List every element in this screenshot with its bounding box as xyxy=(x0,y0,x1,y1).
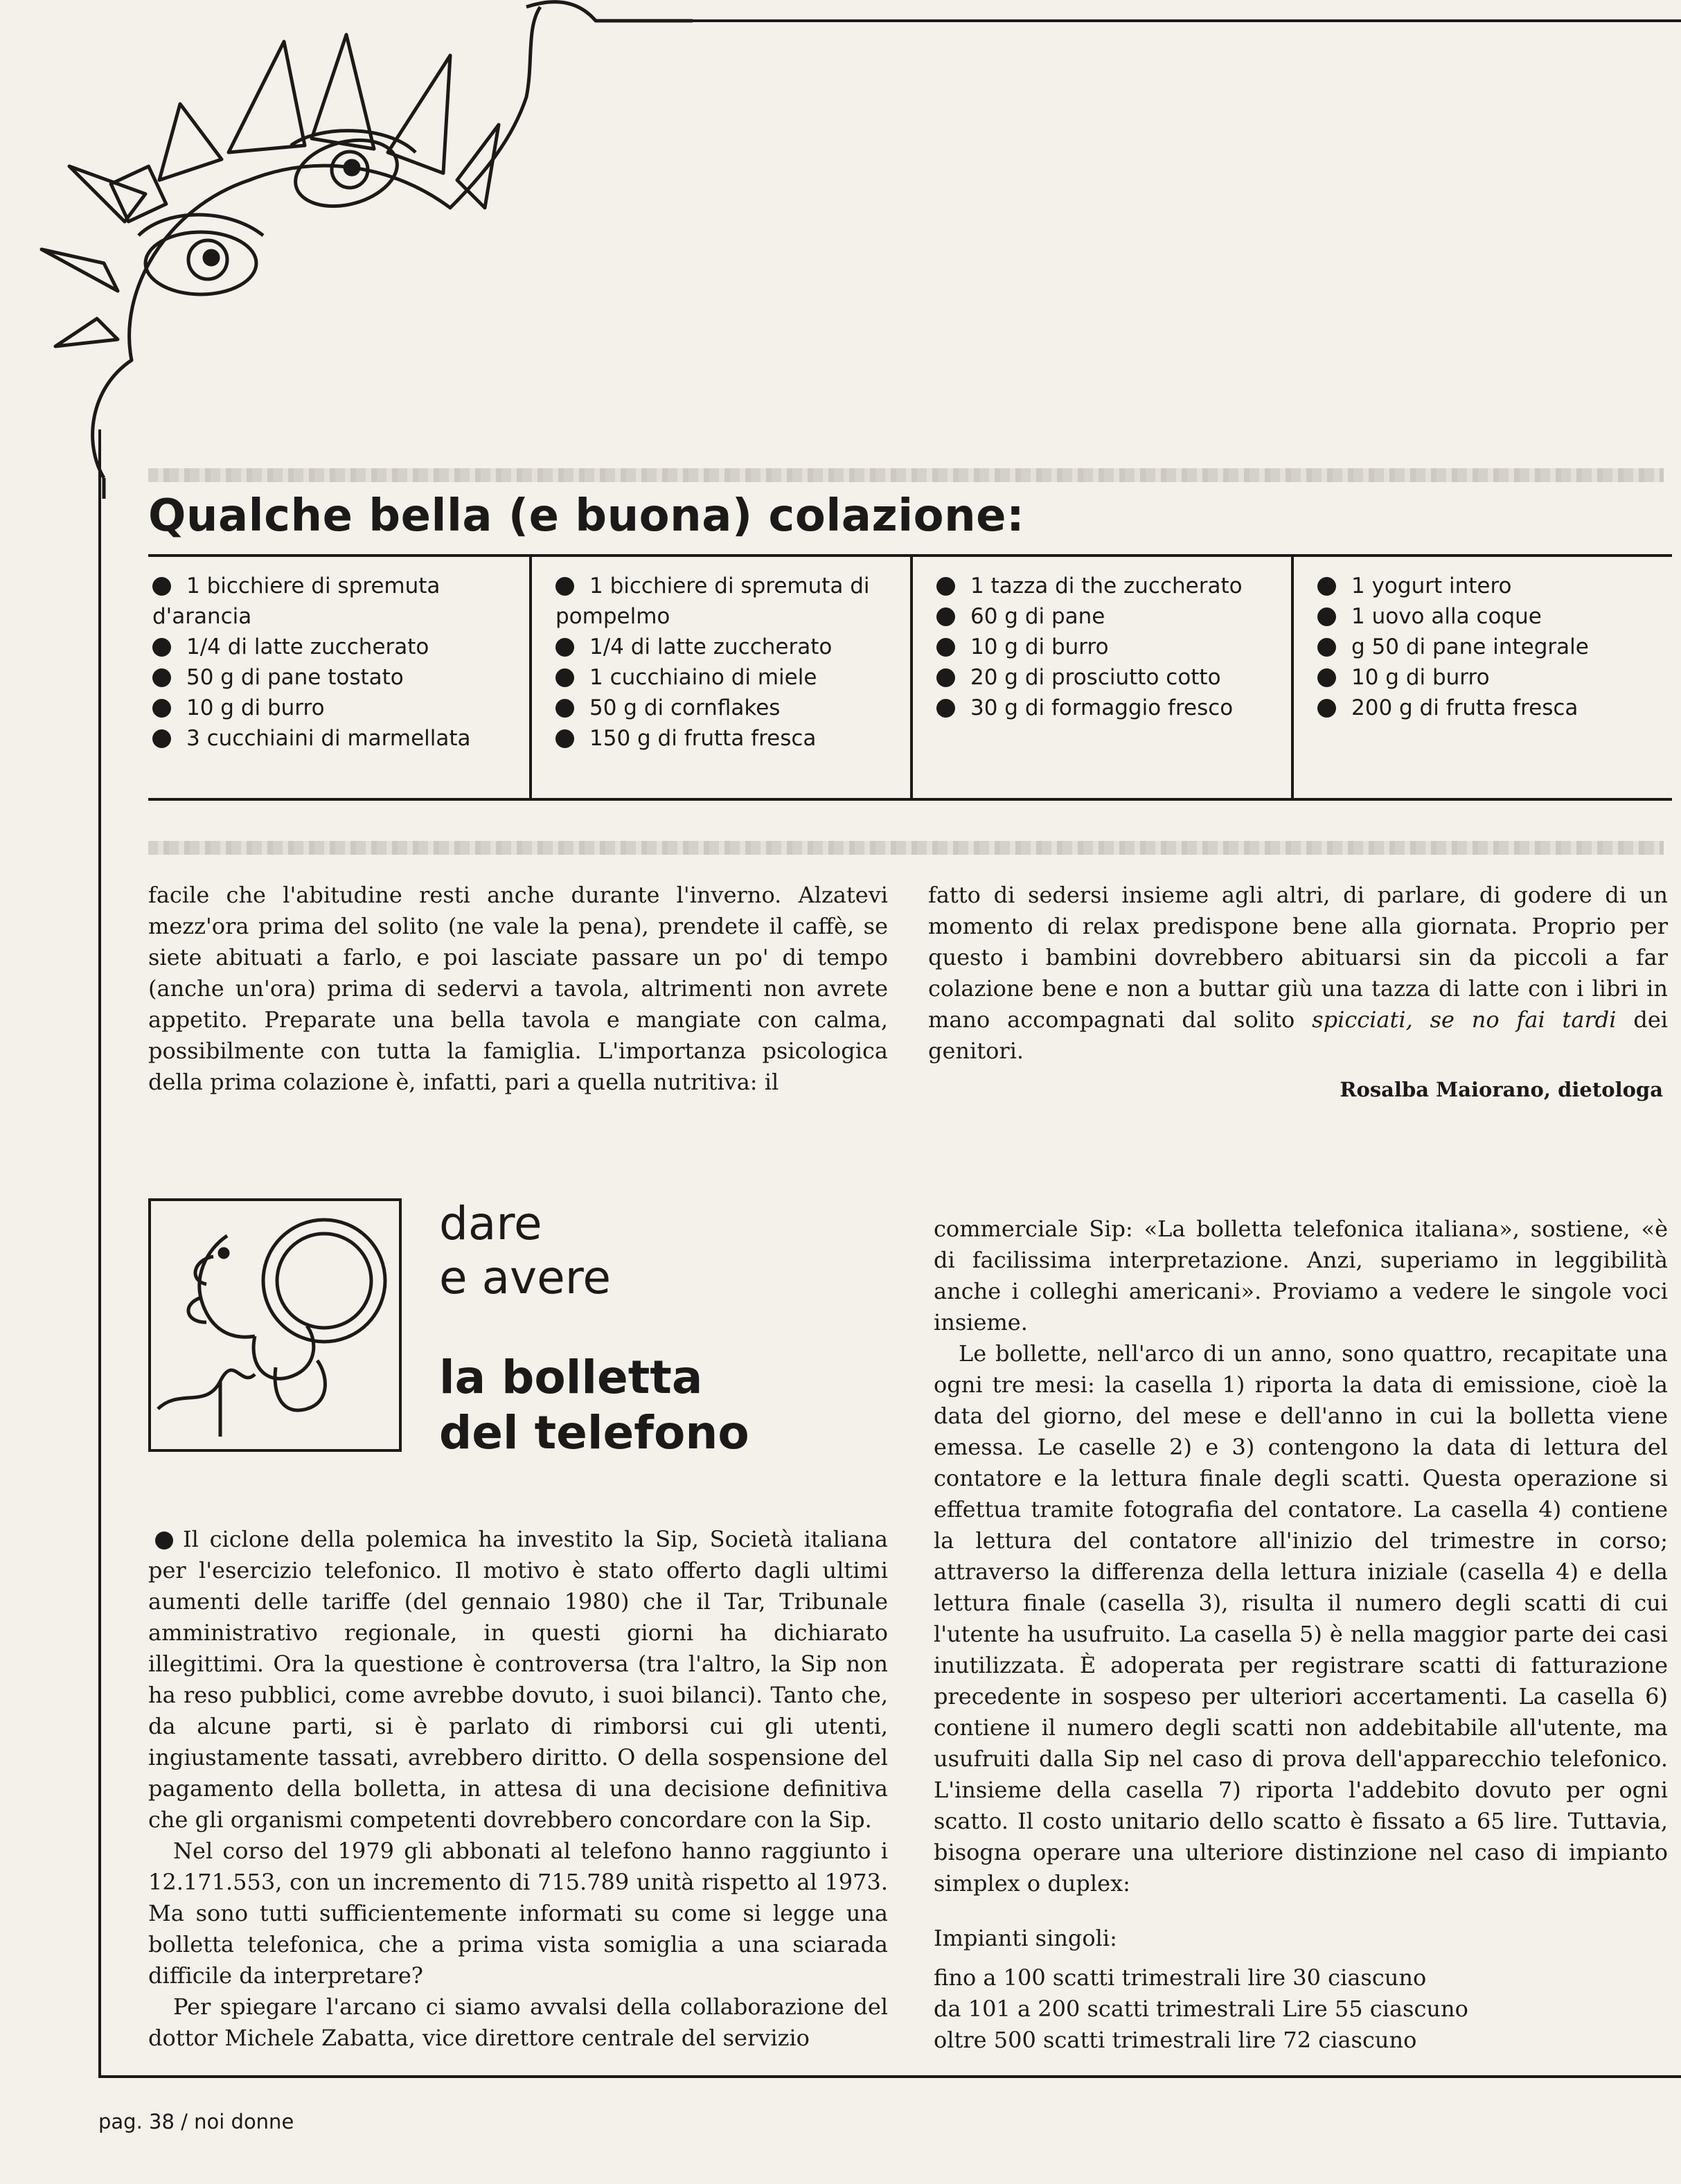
menu-item: 150 g di frutta fresca xyxy=(555,723,893,754)
frame-top-rule xyxy=(596,19,1681,22)
menu-item: 1 bicchiere di spremuta d'arancia xyxy=(152,574,441,629)
bullet-icon xyxy=(555,729,574,748)
menu-item: g 50 di pane integrale xyxy=(1317,632,1655,662)
bullet-icon xyxy=(152,699,171,718)
bullet-icon xyxy=(1317,699,1336,718)
menu-item: 60 g di pane xyxy=(936,601,1274,632)
article2-title-line-2: del telefono xyxy=(439,1406,749,1459)
author-byline: Rosalba Maiorano, dietologa xyxy=(1340,1078,1663,1101)
article2-paragraph: Le bollette, nell'arco di un anno, sono quattro, recapitate una ogni tre mesi: la casella 1) riporta la data di emissione, cioè la data del giorno, del mese e dell'anno in cui la bolletta viene emessa. Le caselle 2) e 3) contengono la data di lettura del contatore e la lettura finale degli scatti. Questa operazione si effettua tramite fotografia del contatore. La casella 4) contiene la lettura del contatore all'inizio del trimestre in corso; attraverso la differenza della lettura iniziale (casella 4) e della lettura finale (casella 3), risulta il numero degli scatti di cui l'utente ha usufruito. La casella 5) è nella maggior parte dei casi inutilizzata. È adoperata per registrare scatti di fatturazione precedente in sospeso per ulteriori accertamenti. La casella 6) contiene il numero degli scatti non addebitabile all'utente, ma usufruiti dalla Sip nel caso di prova dell'apparecchio telefonico. L'insieme della casella 7) riporta l'addebito dovuto per ogni scatto. Il costo unitario dello scatto è fissato a 65 lire. Tuttavia, bisogna operare una ulteriore distinzione nel caso di impianto simplex o duplex: xyxy=(934,1340,1668,1897)
rate-line: da 101 a 200 scatti trimestrali Lire 55 ciascuno xyxy=(934,1996,1468,2022)
article2-paragraph: Nel corso del 1979 gli abbonati al telefono hanno raggiunto i 12.171.553, con un incremento di 715.789 unità rispetto al 1973. Ma sono tutti sufficientemente informati su come si legge una bolletta telefonica, che a prima vista somiglia a una sciarada difficile da interpretare? xyxy=(148,1838,888,1989)
bullet-icon xyxy=(936,668,955,687)
bullet-icon xyxy=(152,668,171,687)
sun-illustration-icon xyxy=(0,0,693,499)
menu-item: 10 g di burro xyxy=(936,632,1274,662)
menu-item: 1 bicchiere di spremuta di pompelmo xyxy=(555,574,870,629)
article2-paragraph: Per spiegare l'arcano ci siamo avvalsi della collaborazione del dottor Michele Zabatta, vice direttore centrale del servizio xyxy=(148,1994,888,2051)
bullet-icon xyxy=(936,638,955,657)
bullet-icon xyxy=(1317,668,1336,687)
menu-item: 30 g di formaggio fresco xyxy=(936,693,1274,723)
article1-paragraph: fatto di sedersi insieme agli altri, di parlare, di godere di un momento di relax predispone bene alla giornata. Proprio per questo i bambini dovrebbero abituarsi sin da piccoli a far colazione bene e non a buttar giù una tazza di latte con i libri in mano accompagnati dal solito spicciati, se no fai tardi dei genitori. xyxy=(928,882,1669,1064)
bullet-icon xyxy=(1317,638,1336,657)
menu-item: 1/4 di latte zuccherato xyxy=(555,632,893,662)
rate-line: oltre 500 scatti trimestrali lire 72 ciascuno xyxy=(934,2027,1417,2053)
menu-item: 10 g di burro xyxy=(152,693,513,723)
menu-item: 20 g di prosciutto cotto xyxy=(936,662,1274,693)
menu-item: 1 tazza di the zuccherato xyxy=(936,571,1274,601)
bullet-icon xyxy=(555,668,574,687)
menu-item: 1 uovo alla coque xyxy=(1317,601,1655,632)
decorative-band-bottom xyxy=(148,841,1664,855)
person-with-disc-icon xyxy=(151,1201,399,1449)
bullet-icon xyxy=(555,577,574,596)
article2-paragraph: commerciale Sip: «La bolletta telefonica italiana», sostiene, «è di facilissima interpretazione. Anzi, superiamo in leggibilità anche i colleghi americani». Proviamo a vedere le singole voci insieme. xyxy=(934,1216,1668,1335)
rate-line: fino a 100 scatti trimestrali lire 30 ciascuno xyxy=(934,1964,1427,1991)
menu-column xyxy=(148,557,529,798)
bullet-icon xyxy=(555,699,574,718)
menu-item: 3 cucchiaini di marmellata xyxy=(152,723,513,754)
bullet-icon xyxy=(155,1532,173,1550)
article1-column-right xyxy=(928,880,1668,1067)
kicker-line-1: dare xyxy=(439,1197,542,1250)
menu-item: 50 g di cornflakes xyxy=(555,693,893,723)
breakfast-menus xyxy=(148,554,1672,801)
menu-item: 200 g di frutta fresca xyxy=(1317,693,1655,723)
rates-subhead: Impianti singoli: xyxy=(934,1925,1117,1951)
menu-item: 1 cucchiaino di miele xyxy=(555,662,893,693)
bullet-icon xyxy=(555,638,574,657)
menu-item: 1/4 di latte zuccherato xyxy=(152,632,513,662)
menu-item: 1 yogurt intero xyxy=(1317,571,1655,601)
bullet-icon xyxy=(936,577,955,596)
bullet-icon xyxy=(936,699,955,718)
bullet-icon xyxy=(152,638,171,657)
bullet-icon xyxy=(152,577,171,596)
kicker-line-2: e avere xyxy=(439,1251,611,1304)
menu-column xyxy=(529,557,910,798)
article2-column-left xyxy=(148,1524,888,2054)
recipes-title: Qualche bella (e buona) colazione: xyxy=(148,490,1025,542)
article1-column-left xyxy=(148,880,888,1098)
menu-column xyxy=(910,557,1291,798)
bullet-icon xyxy=(1317,607,1336,626)
frame-bottom-rule xyxy=(98,2075,1681,2078)
bullet-icon xyxy=(936,607,955,626)
article2-column-right xyxy=(934,1214,1668,2056)
article2-title-line-1: la bolletta xyxy=(439,1351,703,1404)
menu-column xyxy=(1291,557,1672,798)
phone-illustration-box xyxy=(148,1198,402,1452)
quote-emphasis: spicciati, se no fai tardi xyxy=(1312,1006,1617,1033)
article1-paragraph: facile che l'abitudine resti anche durante l'inverno. Alzatevi mezz'ora prima del solito (ne vale la pena), prendete il caffè, se siete abituati a farlo, e poi lasciate passare un po' di tempo (anche un'ora) prima di sedervi a tavola, altrimenti non avrete appetito. Preparate una bella tavola e mangiate con calma, possibilmente con tutta la famiglia. L'importanza psicologica della prima colazione è, infatti, pari a quella nutritiva: il xyxy=(148,882,888,1095)
menu-item: 10 g di burro xyxy=(1317,662,1655,693)
decorative-band-top xyxy=(148,468,1664,482)
bullet-icon xyxy=(1317,577,1336,596)
page-footer: pag. 38 / noi donne xyxy=(98,2110,294,2133)
frame-left-rule xyxy=(98,429,101,2077)
menu-item: 50 g di pane tostato xyxy=(152,662,513,693)
bullet-icon xyxy=(152,729,171,748)
article2-paragraph: Il ciclone della polemica ha investito la Sip, Società italiana per l'esercizio telefonico. Il motivo è stato offerto dagli ultimi aumenti delle tariffe (del gennaio 1980) che il Tar, Tribunale amministrativo regionale, in questi giorni ha dichiarato illegittimi. Ora la questione è controversa (tra l'altro, la Sip non ha reso pubblici, come avrebbe dovuto, i suoi bilanci). Tanto che, da alcune parti, si è parlato di rimborsi cui gli utenti, ingiustamente tassati, avrebbero diritto. O della sospensione del pagamento della bolletta, in attesa di una decisione definitiva che gli organismi competenti dovrebbero concordare con la Sip. xyxy=(148,1526,888,1833)
